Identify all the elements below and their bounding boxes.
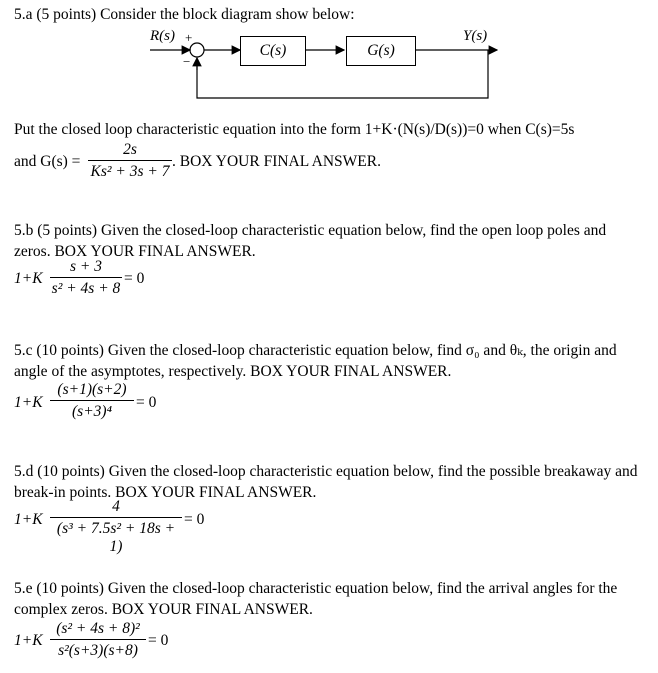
input-label: R(s) xyxy=(150,28,175,44)
problem-c-numerator: (s+1)(s+2) xyxy=(57,381,127,398)
problem-a-instruction: Put the closed loop characteristic equation into the form 1+K·(N(s)/D(s))=0 when C(s)=5s xyxy=(14,121,575,138)
problem-d-text: 5.d (10 points) Given the closed-loop characteristic equation below, find the possible breakaway and break-in points. BOX YOUR FINAL ANSWER. xyxy=(14,463,638,501)
problem-b-lhs: 1+K xyxy=(14,270,43,287)
g-fraction xyxy=(88,141,172,181)
problem-c-text: 5.c (10 points) Given the closed-loop characteristic equation below, find σ₀ and θₖ, the origin and angle of the asymptotes, respectively. BOX YOUR FINAL ANSWER. xyxy=(14,342,617,380)
g-denominator: Ks² + 3s + 7 xyxy=(90,163,170,180)
output-label: Y(s) xyxy=(463,28,488,44)
problem-e-fraction xyxy=(50,620,146,660)
problem-b-numerator: s + 3 xyxy=(70,258,102,275)
g-numerator: 2s xyxy=(123,141,137,158)
block-diagram xyxy=(0,0,658,110)
problem-d-denominator: (s³ + 7.5s² + 18s + 1) xyxy=(56,520,176,555)
problem-a-box-instruction: . BOX YOUR FINAL ANSWER. xyxy=(172,153,381,170)
minus-sign: − xyxy=(183,54,191,69)
problem-e-text: 5.e (10 points) Given the closed-loop characteristic equation below, find the arrival angles for the complex zeros. BOX YOUR FINAL ANSWER. xyxy=(14,580,618,618)
problem-d-fraction xyxy=(50,498,182,556)
problem-a-g-prefix: and G(s) = xyxy=(14,153,81,170)
problem-c-fraction xyxy=(50,381,134,421)
problem-d-lhs: 1+K xyxy=(14,511,43,528)
problem-e-rhs: = 0 xyxy=(148,632,169,649)
problem-b-denominator: s² + 4s + 8 xyxy=(51,280,121,297)
problem-e-denominator: s²(s+3)(s+8) xyxy=(58,642,138,659)
problem-b-fraction xyxy=(50,258,122,298)
problem-c-rhs: = 0 xyxy=(136,394,157,411)
problem-d-rhs: = 0 xyxy=(184,511,205,528)
plant-block: G(s) xyxy=(346,36,416,66)
problem-e-lhs: 1+K xyxy=(14,632,43,649)
problem-a-heading: 5.a (5 points) Consider the block diagram show below: xyxy=(14,6,355,23)
problem-b-text: 5.b (5 points) Given the closed-loop characteristic equation below, find the open loop poles and zeros. BOX YOUR FINAL ANSWER. xyxy=(14,222,607,260)
problem-b-rhs: = 0 xyxy=(124,270,145,287)
problem-c-lhs: 1+K xyxy=(14,394,43,411)
problem-e-numerator: (s² + 4s + 8)² xyxy=(56,620,140,637)
plus-sign: + xyxy=(185,30,193,45)
controller-block: C(s) xyxy=(240,36,306,66)
block-diagram-lines xyxy=(0,0,658,110)
problem-c-denominator: (s+3)⁴ xyxy=(72,403,112,420)
problem-d-numerator: 4 xyxy=(112,498,120,515)
